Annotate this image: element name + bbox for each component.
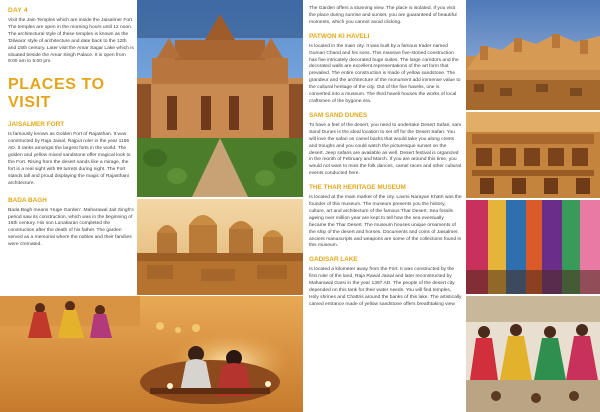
day-4-text: Visit the Jain Temples which are inside the Jaisalmer Fort. The temples are open in the morning hours until 12 noon. The architectural style of these temples is known as the 'Dilwara' style of architecture and date back to the 12th and 15th century. Later visit the Amar Sagar Lake which is situated beside the Amar Singh Palace. It is open from 9:00 am to 5:00 pm. (8, 18, 134, 65)
sam-sand-dunes-text: To have a feel of the desert, you need to undertake Desert Safari, sam Sand Dunes is the ideal location to set off for the Desert Safari. You will love the safari on camel backs that would take you along crests and troughs and you could watch the picturesque sunset on the desert. Jeep safaris are available as well. Desert festival is organized in the month of February and March. If you are around this time, you would not want to miss the folk dances, camel races and other cultural events conducted here. (309, 122, 462, 177)
sam-sand-dunes-heading: SAM SAND DUNES (309, 111, 368, 119)
bada-bagh-continued-text: The Garden offers a stunning view. The place is isolated. If you visit the place during sunrise and sunset, you are guaranteed of beautiful moments, which you cannot avoid clicking. (309, 6, 457, 25)
middle-text-column (305, 0, 465, 412)
market-textiles-photo (466, 200, 600, 294)
day-4-heading: DAY 4 (8, 7, 28, 14)
patwon-haveli-photo (466, 112, 600, 198)
desert-dinner-photo (0, 296, 303, 412)
patwon-ki-haveli-text: Is located in the main city. It was built by a famous trader named Guman Chand and his sons. This massive five-storied construction has five intricately decorated huge suites. The large corridors and the decorated walls are excellent representations of the art form that prevailed. The entire construction is made of yellow sandstone. The grandeur and the architecture of the monument add immense value to the cultural heritage of the city. Out of the five havelis, one is converted into a museum. The third haveli houses the works of local craftsmen of the bygone era. (309, 43, 461, 104)
temple-garden-photo (137, 0, 303, 197)
gadisar-lake-heading: GADISAR LAKE (309, 256, 358, 264)
bada-bagh-heading: BADA BAGH (8, 196, 47, 204)
patwon-ki-haveli-heading: PATWON KI HAVELI (309, 32, 370, 40)
bada-bagh-text: Bada Bagh means 'Huge Garden'. Maharawal Jait Singh's period saw its construction, which was in the beginning of 16th century. His son Lunakaran completed the construction after the death of his father. The garden served as a memorial where the nobles and their families were cremated. (8, 207, 134, 248)
jaisalmer-fort-heading: JAISALMER FORT (8, 121, 65, 129)
thar-heritage-museum-heading: THE THAR HERITAGE MUSEUM (309, 184, 406, 192)
gadisar-lake-text: Is located a kilometer away from the Fort. It was constructed by the first ruler of the land, Raja Rawal Jaisal and later reconstructed by Maharawal Garsi in the year 1367 AD. The people of the desert city depended on this tank for their water needs. You will find temples, Holy shrines and Chattris around the banks of this lake. The artistically carved entrance made of yellow sandstone offers breathtaking view (309, 267, 462, 307)
bada-bagh-photo (137, 199, 303, 295)
jaisalmer-fort-photo (466, 0, 600, 110)
folk-dancers-photo (466, 296, 600, 412)
thar-heritage-museum-text: Is located at the main market of the city. Laxmi Narayan Khatri was the founder of this museum. The museum presents you the history, culture, art and architecture of the famous Thar Desert. Sea fossils ageing over million year are kept to tell how the sea eventually became the Thar Desert. The museum houses unique ornaments of the ship of the desert and horses. Documents and coins of Jaisalmer, ancient manuscripts and weapons are some of the collections found in this museum. (309, 195, 462, 249)
jaisalmer-fort-text: Is famously known as Golden Fort of Rajasthan. It was constructed by Raja Jaisal, Rajput ruler in the year 1156 AD. It ranks amongst the largest forts in the world. The golden and yellow mixed sandstone offer magical look to the Fort. Rising from the desert sands like a mirage, the fort is a real sight with 99 turrets during night. The Fort stands tall and proud displaying the magic of Rajasthani architecture. (8, 132, 131, 186)
places-to-visit-title: PLACES TO VISIT (8, 76, 105, 112)
